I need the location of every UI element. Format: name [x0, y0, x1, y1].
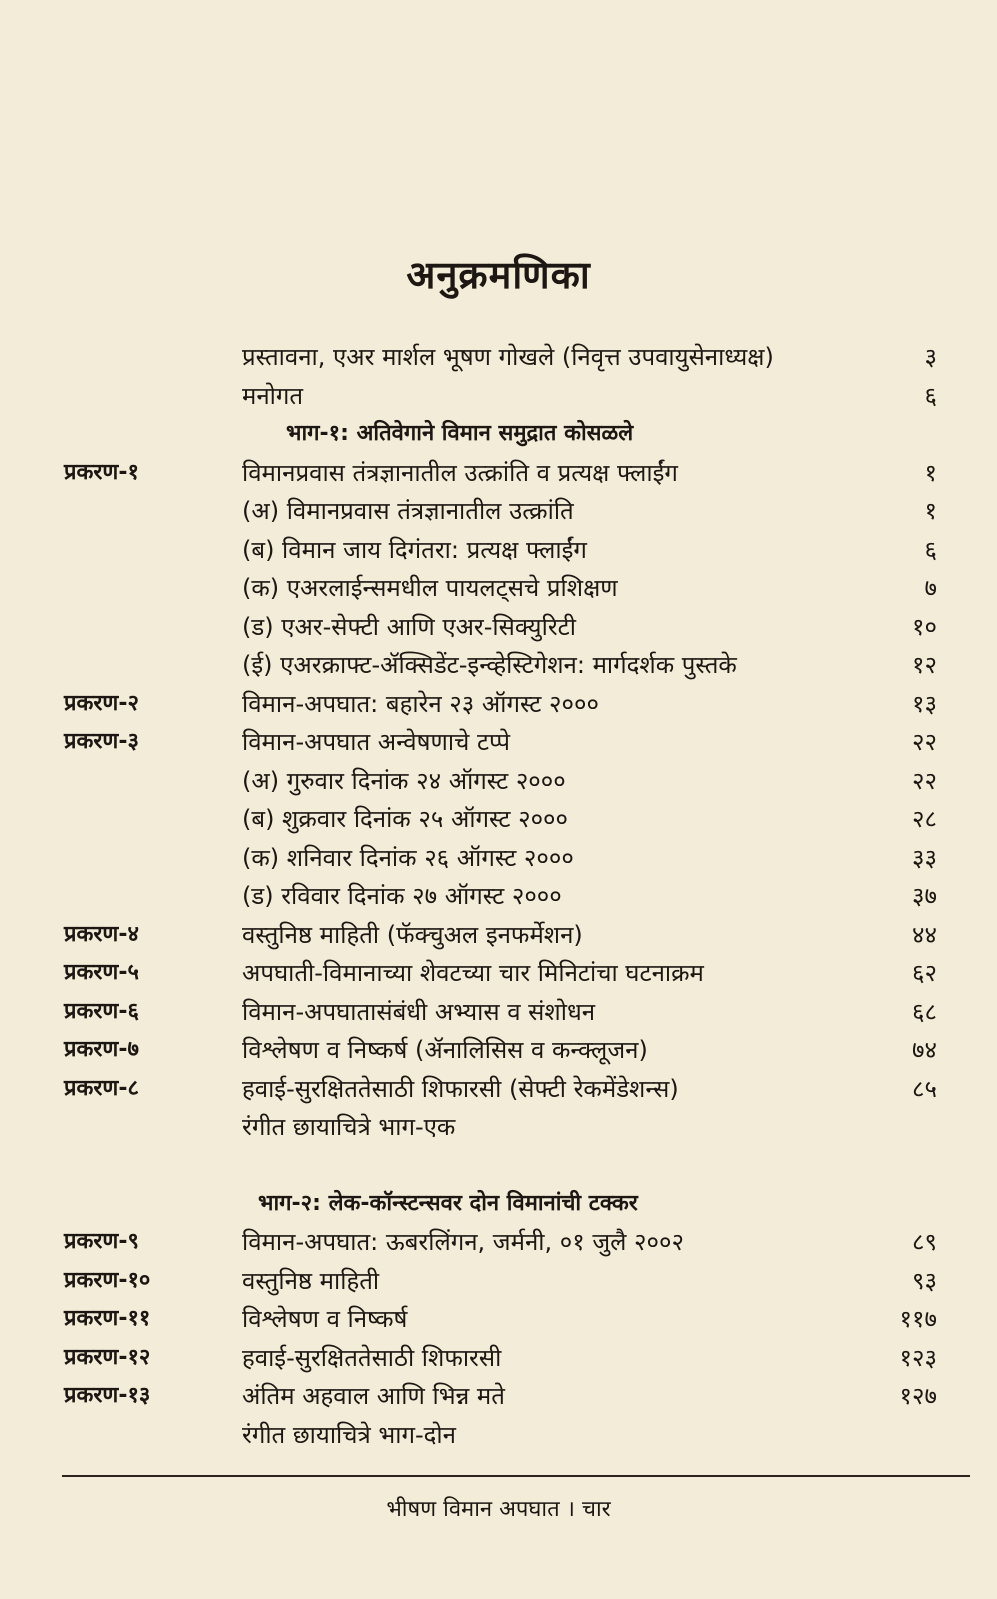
toc-row	[0, 723, 997, 762]
toc-row	[0, 646, 997, 685]
toc-page-number: १३	[912, 689, 937, 718]
toc-entry-label: (ब) शुक्रवार दिनांक २५ ऑगस्ट २०००	[242, 805, 569, 833]
toc-row	[0, 338, 997, 377]
toc-entry-label: विमानप्रवास तंत्रज्ञानातील उत्क्रांति व प्रत्यक्ष फ्लाईंग	[242, 458, 678, 487]
chapter-label: प्रकरण-४	[64, 921, 139, 947]
toc-row	[0, 1223, 997, 1262]
toc-row	[0, 839, 997, 878]
toc-page-number: ३७	[912, 882, 937, 910]
toc-row	[0, 1108, 997, 1147]
toc-page-number: १२३	[899, 1343, 937, 1372]
chapter-label: प्रकरण-३	[64, 729, 139, 754]
part-1-entries	[0, 454, 997, 1147]
toc-entry-label: प्रस्तावना, एअर मार्शल भूषण गोखले (निवृत्त उपवायुसेनाध्यक्ष)	[242, 343, 774, 371]
toc-entry-label: (अ) गुरुवार दिनांक २४ ऑगस्ट २०००	[242, 766, 566, 795]
footer-divider	[62, 1475, 970, 1477]
page-footer: भीषण विमान अपघात । चार	[386, 1497, 611, 1522]
toc-entry-label: (अ) विमानप्रवास तंत्रज्ञानातील उत्क्रांति	[242, 497, 574, 525]
toc-row	[0, 1377, 997, 1416]
toc-entry-label: विमान-अपघातासंबंधी अभ्यास व संशोधन	[242, 997, 596, 1026]
toc-page-number: २२	[912, 766, 937, 795]
toc-entry-label: (ब) विमान जाय दिगंतरा: प्रत्यक्ष फ्लाईंग	[242, 535, 587, 564]
toc-row	[0, 569, 997, 608]
toc-entry-label: रंगीत छायाचित्रे भाग-दोन	[242, 1420, 456, 1449]
toc-row	[0, 877, 997, 916]
toc-entry-label: (क) एअरलाईन्समधील पायलट्सचे प्रशिक्षण	[242, 574, 618, 602]
toc-entry-label: वस्तुनिष्ठ माहिती (फॅक्चुअल इनफर्मेशन)	[242, 920, 583, 949]
page-title: अनुक्रमणिका	[406, 253, 591, 297]
section-gap	[0, 1147, 997, 1185]
toc-row	[0, 762, 997, 801]
table-of-contents	[0, 338, 997, 1454]
chapter-label: प्रकरण-५	[64, 960, 139, 985]
toc-page-number: १२	[912, 651, 937, 679]
toc-entry-label: (ड) एअर-सेफ्टी आणि एअर-सिक्युरिटी	[242, 612, 576, 641]
toc-page-number: ८९	[912, 1228, 937, 1256]
toc-page-number: १	[924, 458, 937, 487]
toc-page-number: १२७	[899, 1382, 937, 1410]
toc-page-number: ४४	[912, 920, 937, 949]
toc-row	[0, 1300, 997, 1339]
chapter-label: प्रकरण-११	[64, 1306, 151, 1331]
toc-entry-label: (क) शनिवार दिनांक २६ ऑगस्ट २०००	[242, 843, 574, 872]
toc-page-number: ७	[924, 574, 937, 602]
toc-row	[0, 1031, 997, 1070]
toc-page-number: ३	[924, 343, 937, 371]
toc-page-number: २२	[912, 728, 937, 756]
toc-row	[0, 1416, 997, 1455]
toc-entry-label: विमान-अपघात: बहारेन २३ ऑगस्ट २०००	[242, 689, 599, 718]
toc-entry-label: विश्लेषण व निष्कर्ष	[242, 1305, 408, 1333]
toc-entry-label: विमान-अपघात अन्वेषणाचे टप्पे	[242, 728, 511, 756]
toc-entry-label: हवाई-सुरक्षिततेसाठी शिफारसी	[242, 1343, 502, 1372]
part-2-heading	[0, 1185, 997, 1224]
toc-entry-label: मनोगत	[242, 381, 304, 410]
toc-page-number: ९३	[912, 1266, 937, 1295]
chapter-label: प्रकरण-१	[64, 459, 139, 485]
toc-page-number: १	[924, 497, 937, 525]
chapter-label: प्रकरण-८	[64, 1075, 139, 1101]
toc-row	[0, 1262, 997, 1301]
toc-page-number: १०	[912, 612, 937, 641]
toc-page-number: ६२	[912, 959, 937, 987]
toc-entry-label: विश्लेषण व निष्कर्ष (ॲनालिसिस व कन्क्लूजन)	[242, 1036, 648, 1064]
toc-page-number: ६	[924, 535, 937, 564]
chapter-label: प्रकरण-९	[64, 1229, 139, 1254]
toc-page-number: ३३	[912, 843, 937, 872]
toc-row	[0, 916, 997, 955]
toc-entry-label: वस्तुनिष्ठ माहिती	[242, 1266, 380, 1295]
toc-row	[0, 800, 997, 839]
part-1-heading	[0, 415, 997, 454]
chapter-label: प्रकरण-१३	[64, 1383, 151, 1408]
part-1-heading-text: भाग-१: अतिवेगाने विमान समुद्रात कोसळले	[286, 421, 634, 446]
toc-entry-label: विमान-अपघात: ऊबरलिंगन, जर्मनी, ०१ जुलै २००२	[242, 1228, 684, 1256]
toc-page-number: ६८	[912, 997, 937, 1026]
chapter-label: प्रकरण-७	[64, 1037, 139, 1062]
part-2-entries	[0, 1223, 997, 1454]
toc-row	[0, 454, 997, 493]
toc-row	[0, 608, 997, 647]
toc-row	[0, 1339, 997, 1378]
chapter-label: प्रकरण-२	[64, 690, 139, 716]
toc-entry-label: रंगीत छायाचित्रे भाग-एक	[242, 1113, 456, 1141]
toc-page-number: २८	[912, 805, 937, 833]
toc-row	[0, 954, 997, 993]
toc-row	[0, 492, 997, 531]
toc-page-number: ६	[924, 381, 937, 410]
toc-entry-label: (ड) रविवार दिनांक २७ ऑगस्ट २०००	[242, 882, 562, 910]
chapter-label: प्रकरण-१२	[64, 1344, 151, 1370]
toc-row	[0, 993, 997, 1032]
toc-page-number: ११७	[899, 1305, 937, 1333]
toc-entry-label: हवाई-सुरक्षिततेसाठी शिफारसी (सेफ्टी रेकमेंडेशन्स)	[242, 1074, 679, 1103]
toc-row	[0, 531, 997, 570]
chapter-label: प्रकरण-६	[64, 998, 139, 1024]
toc-entry-label: अंतिम अहवाल आणि भिन्न मते	[242, 1382, 505, 1410]
toc-page-number: ७४	[912, 1036, 937, 1064]
toc-entry-label: अपघाती-विमानाच्या शेवटच्या चार मिनिटांचा घटनाक्रम	[242, 959, 704, 987]
toc-row	[0, 377, 997, 416]
toc-page-number: ८५	[912, 1074, 937, 1103]
part-2-heading-text: भाग-२: लेक-कॉन्स्टन्सवर दोन विमानांची टक्कर	[258, 1190, 638, 1216]
chapter-label: प्रकरण-१०	[64, 1267, 151, 1293]
toc-entry-label: (ई) एअरक्राफ्ट-ॲक्सिडेंट-इन्व्हेस्टिगेशन: मार्गदर्शक पुस्तके	[242, 651, 737, 679]
toc-row	[0, 685, 997, 724]
toc-row	[0, 1070, 997, 1109]
